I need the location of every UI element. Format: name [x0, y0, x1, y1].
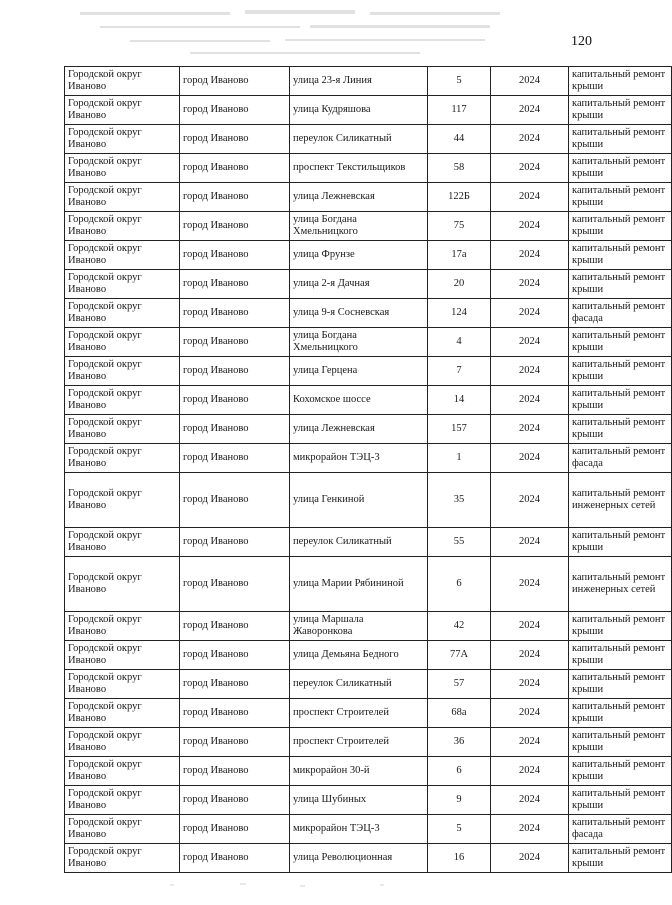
district-cell: Городской округ Иваново: [65, 357, 180, 386]
work-type-cell: капитальный ремонт крыши: [569, 125, 672, 154]
house-number-cell: 157: [428, 415, 491, 444]
city-cell: город Иваново: [180, 641, 290, 670]
street-cell: улица Шубиных: [290, 786, 428, 815]
house-number-cell: 17а: [428, 241, 491, 270]
district-cell: Городской округ Иваново: [65, 270, 180, 299]
table-row: [65, 357, 672, 386]
work-type-cell: капитальный ремонт крыши: [569, 757, 672, 786]
table-row: [65, 299, 672, 328]
house-number-cell: 5: [428, 815, 491, 844]
table-row: [65, 670, 672, 699]
year-cell: 2024: [491, 473, 569, 528]
district-cell: Городской округ Иваново: [65, 183, 180, 212]
work-type-cell: капитальный ремонт фасада: [569, 815, 672, 844]
year-cell: 2024: [491, 728, 569, 757]
year-cell: 2024: [491, 154, 569, 183]
city-cell: город Иваново: [180, 844, 290, 873]
table-row: [65, 444, 672, 473]
district-cell: Городской округ Иваново: [65, 96, 180, 125]
street-cell: улица Герцена: [290, 357, 428, 386]
city-cell: город Иваново: [180, 757, 290, 786]
table-row: [65, 473, 672, 528]
district-cell: Городской округ Иваново: [65, 786, 180, 815]
city-cell: город Иваново: [180, 670, 290, 699]
work-type-cell: капитальный ремонт крыши: [569, 641, 672, 670]
work-type-cell: капитальный ремонт крыши: [569, 528, 672, 557]
work-type-cell: капитальный ремонт крыши: [569, 183, 672, 212]
district-cell: Городской округ Иваново: [65, 241, 180, 270]
district-cell: Городской округ Иваново: [65, 154, 180, 183]
year-cell: 2024: [491, 241, 569, 270]
table-row: [65, 67, 672, 96]
street-cell: переулок Силикатный: [290, 528, 428, 557]
table-row: [65, 415, 672, 444]
district-cell: Городской округ Иваново: [65, 670, 180, 699]
table-row: [65, 125, 672, 154]
work-type-cell: капитальный ремонт крыши: [569, 612, 672, 641]
street-cell: улица Кудряшова: [290, 96, 428, 125]
year-cell: 2024: [491, 757, 569, 786]
work-type-cell: капитальный ремонт крыши: [569, 154, 672, 183]
district-cell: Городской округ Иваново: [65, 728, 180, 757]
street-cell: проспект Строителей: [290, 728, 428, 757]
house-number-cell: 1: [428, 444, 491, 473]
district-cell: Городской округ Иваново: [65, 386, 180, 415]
work-type-cell: капитальный ремонт крыши: [569, 844, 672, 873]
house-number-cell: 14: [428, 386, 491, 415]
table-row: [65, 270, 672, 299]
table-row: [65, 96, 672, 125]
district-cell: Городской округ Иваново: [65, 757, 180, 786]
district-cell: Городской округ Иваново: [65, 528, 180, 557]
district-cell: Городской округ Иваново: [65, 125, 180, 154]
work-type-cell: капитальный ремонт крыши: [569, 786, 672, 815]
house-number-cell: 16: [428, 844, 491, 873]
street-cell: улица Марии Рябининой: [290, 557, 428, 612]
district-cell: Городской округ Иваново: [65, 444, 180, 473]
work-type-cell: капитальный ремонт крыши: [569, 241, 672, 270]
year-cell: 2024: [491, 183, 569, 212]
work-type-cell: капитальный ремонт фасада: [569, 299, 672, 328]
house-number-cell: 6: [428, 757, 491, 786]
year-cell: 2024: [491, 270, 569, 299]
house-number-cell: 35: [428, 473, 491, 528]
street-cell: улица 23-я Линия: [290, 67, 428, 96]
district-cell: Городской округ Иваново: [65, 67, 180, 96]
house-number-cell: 77А: [428, 641, 491, 670]
district-cell: Городской округ Иваново: [65, 415, 180, 444]
table-row: [65, 641, 672, 670]
year-cell: 2024: [491, 67, 569, 96]
table-row: [65, 328, 672, 357]
year-cell: 2024: [491, 212, 569, 241]
city-cell: город Иваново: [180, 786, 290, 815]
street-cell: микрорайон ТЭЦ-3: [290, 444, 428, 473]
city-cell: город Иваново: [180, 67, 290, 96]
street-cell: проспект Строителей: [290, 699, 428, 728]
district-cell: Городской округ Иваново: [65, 328, 180, 357]
street-cell: улица Фрунзе: [290, 241, 428, 270]
city-cell: город Иваново: [180, 299, 290, 328]
city-cell: город Иваново: [180, 815, 290, 844]
city-cell: город Иваново: [180, 728, 290, 757]
year-cell: 2024: [491, 528, 569, 557]
year-cell: 2024: [491, 328, 569, 357]
table-row: [65, 241, 672, 270]
year-cell: 2024: [491, 844, 569, 873]
house-number-cell: 36: [428, 728, 491, 757]
street-cell: улица Революционная: [290, 844, 428, 873]
house-number-cell: 68а: [428, 699, 491, 728]
work-type-cell: капитальный ремонт крыши: [569, 357, 672, 386]
year-cell: 2024: [491, 415, 569, 444]
district-cell: Городской округ Иваново: [65, 612, 180, 641]
registry-table: [64, 66, 672, 873]
city-cell: город Иваново: [180, 444, 290, 473]
city-cell: город Иваново: [180, 154, 290, 183]
table-row: [65, 728, 672, 757]
street-cell: улица Лежневская: [290, 415, 428, 444]
year-cell: 2024: [491, 444, 569, 473]
street-cell: микрорайон 30-й: [290, 757, 428, 786]
house-number-cell: 6: [428, 557, 491, 612]
year-cell: 2024: [491, 815, 569, 844]
work-type-cell: капитальный ремонт фасада: [569, 444, 672, 473]
city-cell: город Иваново: [180, 357, 290, 386]
year-cell: 2024: [491, 641, 569, 670]
scan-header-residue: [70, 6, 540, 64]
table-row: [65, 183, 672, 212]
street-cell: улица Богдана Хмельницкого: [290, 328, 428, 357]
street-cell: переулок Силикатный: [290, 670, 428, 699]
city-cell: город Иваново: [180, 699, 290, 728]
work-type-cell: капитальный ремонт крыши: [569, 212, 672, 241]
work-type-cell: капитальный ремонт крыши: [569, 699, 672, 728]
year-cell: 2024: [491, 357, 569, 386]
work-type-cell: капитальный ремонт крыши: [569, 415, 672, 444]
house-number-cell: 117: [428, 96, 491, 125]
house-number-cell: 20: [428, 270, 491, 299]
street-cell: микрорайон ТЭЦ-3: [290, 815, 428, 844]
house-number-cell: 75: [428, 212, 491, 241]
street-cell: переулок Силикатный: [290, 125, 428, 154]
year-cell: 2024: [491, 557, 569, 612]
year-cell: 2024: [491, 386, 569, 415]
work-type-cell: капитальный ремонт крыши: [569, 67, 672, 96]
work-type-cell: капитальный ремонт крыши: [569, 670, 672, 699]
year-cell: 2024: [491, 670, 569, 699]
work-type-cell: капитальный ремонт инженерных сетей: [569, 473, 672, 528]
city-cell: город Иваново: [180, 386, 290, 415]
city-cell: город Иваново: [180, 270, 290, 299]
year-cell: 2024: [491, 699, 569, 728]
district-cell: Городской округ Иваново: [65, 815, 180, 844]
street-cell: проспект Текстильщиков: [290, 154, 428, 183]
table-row: [65, 699, 672, 728]
year-cell: 2024: [491, 786, 569, 815]
table-row: [65, 757, 672, 786]
street-cell: улица Генкиной: [290, 473, 428, 528]
street-cell: улица 2-я Дачная: [290, 270, 428, 299]
city-cell: город Иваново: [180, 125, 290, 154]
district-cell: Городской округ Иваново: [65, 212, 180, 241]
district-cell: Городской округ Иваново: [65, 641, 180, 670]
house-number-cell: 58: [428, 154, 491, 183]
street-cell: Кохомское шоссе: [290, 386, 428, 415]
house-number-cell: 5: [428, 67, 491, 96]
year-cell: 2024: [491, 96, 569, 125]
district-cell: Городской округ Иваново: [65, 473, 180, 528]
street-cell: улица Лежневская: [290, 183, 428, 212]
district-cell: Городской округ Иваново: [65, 299, 180, 328]
work-type-cell: капитальный ремонт крыши: [569, 386, 672, 415]
district-cell: Городской округ Иваново: [65, 844, 180, 873]
city-cell: город Иваново: [180, 96, 290, 125]
table-row: [65, 528, 672, 557]
table-row: [65, 815, 672, 844]
table-row: [65, 154, 672, 183]
table-row: [65, 612, 672, 641]
table-row: [65, 386, 672, 415]
city-cell: город Иваново: [180, 473, 290, 528]
district-cell: Городской округ Иваново: [65, 699, 180, 728]
work-type-cell: капитальный ремонт крыши: [569, 728, 672, 757]
city-cell: город Иваново: [180, 183, 290, 212]
house-number-cell: 122Б: [428, 183, 491, 212]
city-cell: город Иваново: [180, 557, 290, 612]
table-row: [65, 786, 672, 815]
city-cell: город Иваново: [180, 415, 290, 444]
house-number-cell: 9: [428, 786, 491, 815]
house-number-cell: 57: [428, 670, 491, 699]
city-cell: город Иваново: [180, 241, 290, 270]
house-number-cell: 55: [428, 528, 491, 557]
work-type-cell: капитальный ремонт инженерных сетей: [569, 557, 672, 612]
street-cell: улица Маршала Жаворонкова: [290, 612, 428, 641]
table-row: [65, 212, 672, 241]
street-cell: улица Богдана Хмельницкого: [290, 212, 428, 241]
house-number-cell: 124: [428, 299, 491, 328]
house-number-cell: 7: [428, 357, 491, 386]
city-cell: город Иваново: [180, 328, 290, 357]
house-number-cell: 4: [428, 328, 491, 357]
registry-table-body: [65, 67, 672, 873]
city-cell: город Иваново: [180, 212, 290, 241]
scan-footer-residue: [150, 878, 450, 892]
house-number-cell: 42: [428, 612, 491, 641]
city-cell: город Иваново: [180, 528, 290, 557]
page-number: 120: [571, 34, 592, 49]
city-cell: город Иваново: [180, 612, 290, 641]
work-type-cell: капитальный ремонт крыши: [569, 270, 672, 299]
street-cell: улица 9-я Сосневская: [290, 299, 428, 328]
year-cell: 2024: [491, 612, 569, 641]
year-cell: 2024: [491, 299, 569, 328]
table-row: [65, 557, 672, 612]
table-row: [65, 844, 672, 873]
house-number-cell: 44: [428, 125, 491, 154]
district-cell: Городской округ Иваново: [65, 557, 180, 612]
work-type-cell: капитальный ремонт крыши: [569, 96, 672, 125]
work-type-cell: капитальный ремонт крыши: [569, 328, 672, 357]
street-cell: улица Демьяна Бедного: [290, 641, 428, 670]
year-cell: 2024: [491, 125, 569, 154]
